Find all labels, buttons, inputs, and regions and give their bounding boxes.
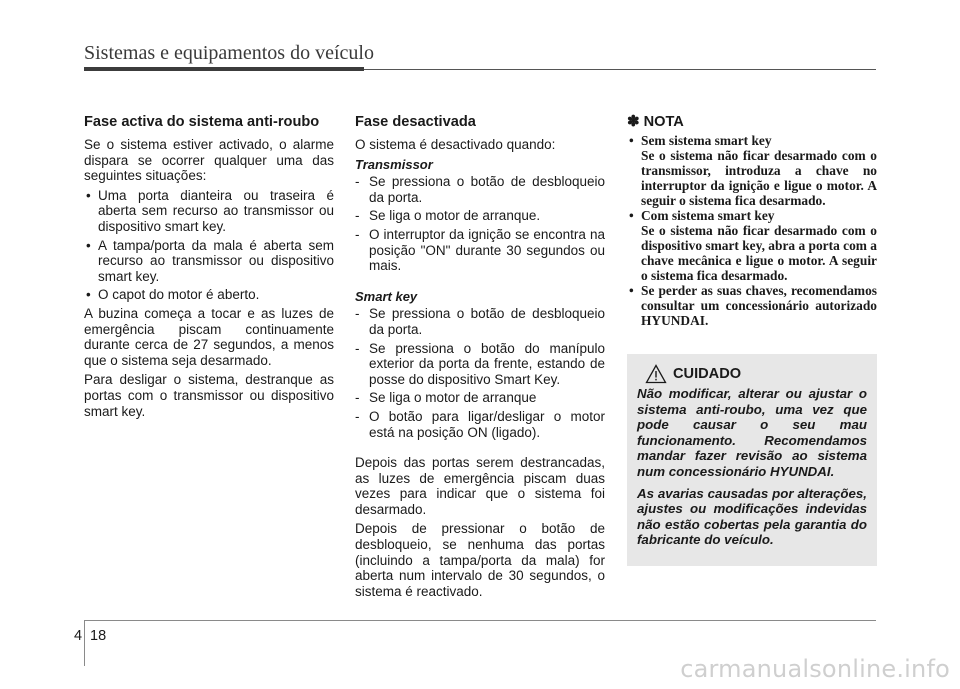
subheading-smart-key: Smart key xyxy=(355,288,418,304)
dash-icon: - xyxy=(355,174,360,190)
list-item: • Uma porta dianteira ou traseira é aberta sem recurso ao transmissor ou dispositivo smart key. xyxy=(86,187,334,234)
list-item: • Sem sistema smart key Se o sistema não ficar desarmado com o transmissor, introduza a chave no interruptor da ignição e ligue o motor. A seguir o sistema fica desarmado. xyxy=(629,133,877,208)
note-title: ✽ NOTA xyxy=(627,113,684,130)
bullet-icon: • xyxy=(629,133,634,148)
list-item: - Se pressiona o botão do manípulo exterior da porta da frente, estando de posse do dispositivo Smart Key. xyxy=(355,340,605,387)
page-number: 18 xyxy=(90,628,107,644)
list-item: - Se liga o motor de arranque. xyxy=(355,208,541,224)
paragraph-horn: A buzina começa a tocar e as luzes de emergência piscam continuamente durante cerca de 27 segundos, a menos que o sistema seja desarmado. xyxy=(84,305,334,368)
dash-icon: - xyxy=(355,408,360,424)
footer-rule xyxy=(84,620,876,621)
warning-triangle-icon xyxy=(645,364,667,384)
paragraph-reactivation: Depois de pressionar o botão de desbloqueio, se nenhuma das portas (incluindo a tampa/porta da mala) for aberta num intervalo de 30 segundos, o sistema é reactivado. xyxy=(355,521,605,599)
bullet-icon: • xyxy=(629,208,634,223)
intro-paragraph: Se o sistema estiver activado, o alarme dispara se ocorrer qualquer uma das seguintes situações: xyxy=(84,137,334,184)
footer-divider xyxy=(84,620,85,666)
asterisk-icon: ✽ xyxy=(627,113,640,130)
list-item: - Se pressiona o botão de desbloqueio da porta. xyxy=(355,174,605,205)
paragraph-disarm: Para desligar o sistema, destranque as portas com o transmissor ou dispositivo smart key. xyxy=(84,372,334,419)
dash-icon: - xyxy=(355,208,360,224)
column-deactivated xyxy=(355,113,605,603)
column-note xyxy=(627,113,877,328)
list-item: - O interruptor da ignição se encontra na posição "ON" durante 30 segundos ou mais. xyxy=(355,226,605,274)
subheading-transmitter: Transmissor xyxy=(355,156,433,172)
bullet-icon: • xyxy=(86,187,91,203)
note-body xyxy=(627,133,877,328)
dash-icon: - xyxy=(355,390,360,406)
section-heading-active: Fase activa do sistema anti-roubo xyxy=(84,114,320,130)
list-item: • A tampa/porta da mala é aberta sem recurso ao transmissor ou dispositivo smart key. xyxy=(86,237,334,284)
intro-paragraph: O sistema é desactivado quando: xyxy=(355,137,556,152)
section-heading-deactivated: Fase desactivada xyxy=(355,114,476,130)
dash-icon: - xyxy=(355,226,360,242)
chapter-number: 4 xyxy=(74,628,83,644)
bullet-icon: • xyxy=(86,287,91,303)
list-item: • Com sistema smart key Se o sistema não ficar desarmado com o dispositivo smart key, abra a porta com a chave mecânica e ligue o motor. A seguir o sistema fica desarmado. xyxy=(629,208,877,283)
list-item: - O botão para ligar/desligar o motor está na posição ON (ligado). xyxy=(355,408,605,440)
bullet-icon: • xyxy=(86,237,91,253)
watermark: carmanualsonline.info xyxy=(680,655,950,683)
list-item: - Se liga o motor de arranque xyxy=(355,390,537,406)
caution-title: CUIDADO xyxy=(673,366,742,382)
page-header-title: Sistemas e equipamentos do veículo xyxy=(84,42,374,64)
caution-paragraph-1: Não modificar, alterar ou ajustar o sistema anti-roubo, uma vez que pode causar o seu mau funcionamento. Recomendamos mandar fazer revisão ao sistema num concessionário HYUNDAI. xyxy=(637,386,867,479)
caution-paragraph-2: As avarias causadas por alterações, ajustes ou modificações indevidas não estão cobertas pela garantia do fabricante do veículo. xyxy=(637,485,867,548)
list-item: • O capot do motor é aberto. xyxy=(86,287,260,303)
header-rule-thin xyxy=(364,69,876,70)
caution-box xyxy=(627,354,877,566)
header-rule-thick xyxy=(84,67,364,71)
caution-header xyxy=(645,364,867,384)
bullet-icon: • xyxy=(629,283,634,298)
list-item: - Se pressiona o botão de desbloqueio da porta. xyxy=(355,306,605,337)
dash-icon: - xyxy=(355,340,360,356)
column-anti-theft-active xyxy=(84,113,334,423)
list-item: • Se perder as suas chaves, recomendamos consultar um concessionário autorizado HYUNDAI. xyxy=(629,283,877,328)
dash-icon: - xyxy=(355,306,360,322)
paragraph-hazard-flash: Depois das portas serem destrancadas, as luzes de emergência piscam duas vezes para indicar que o sistema foi desarmado. xyxy=(355,455,605,517)
